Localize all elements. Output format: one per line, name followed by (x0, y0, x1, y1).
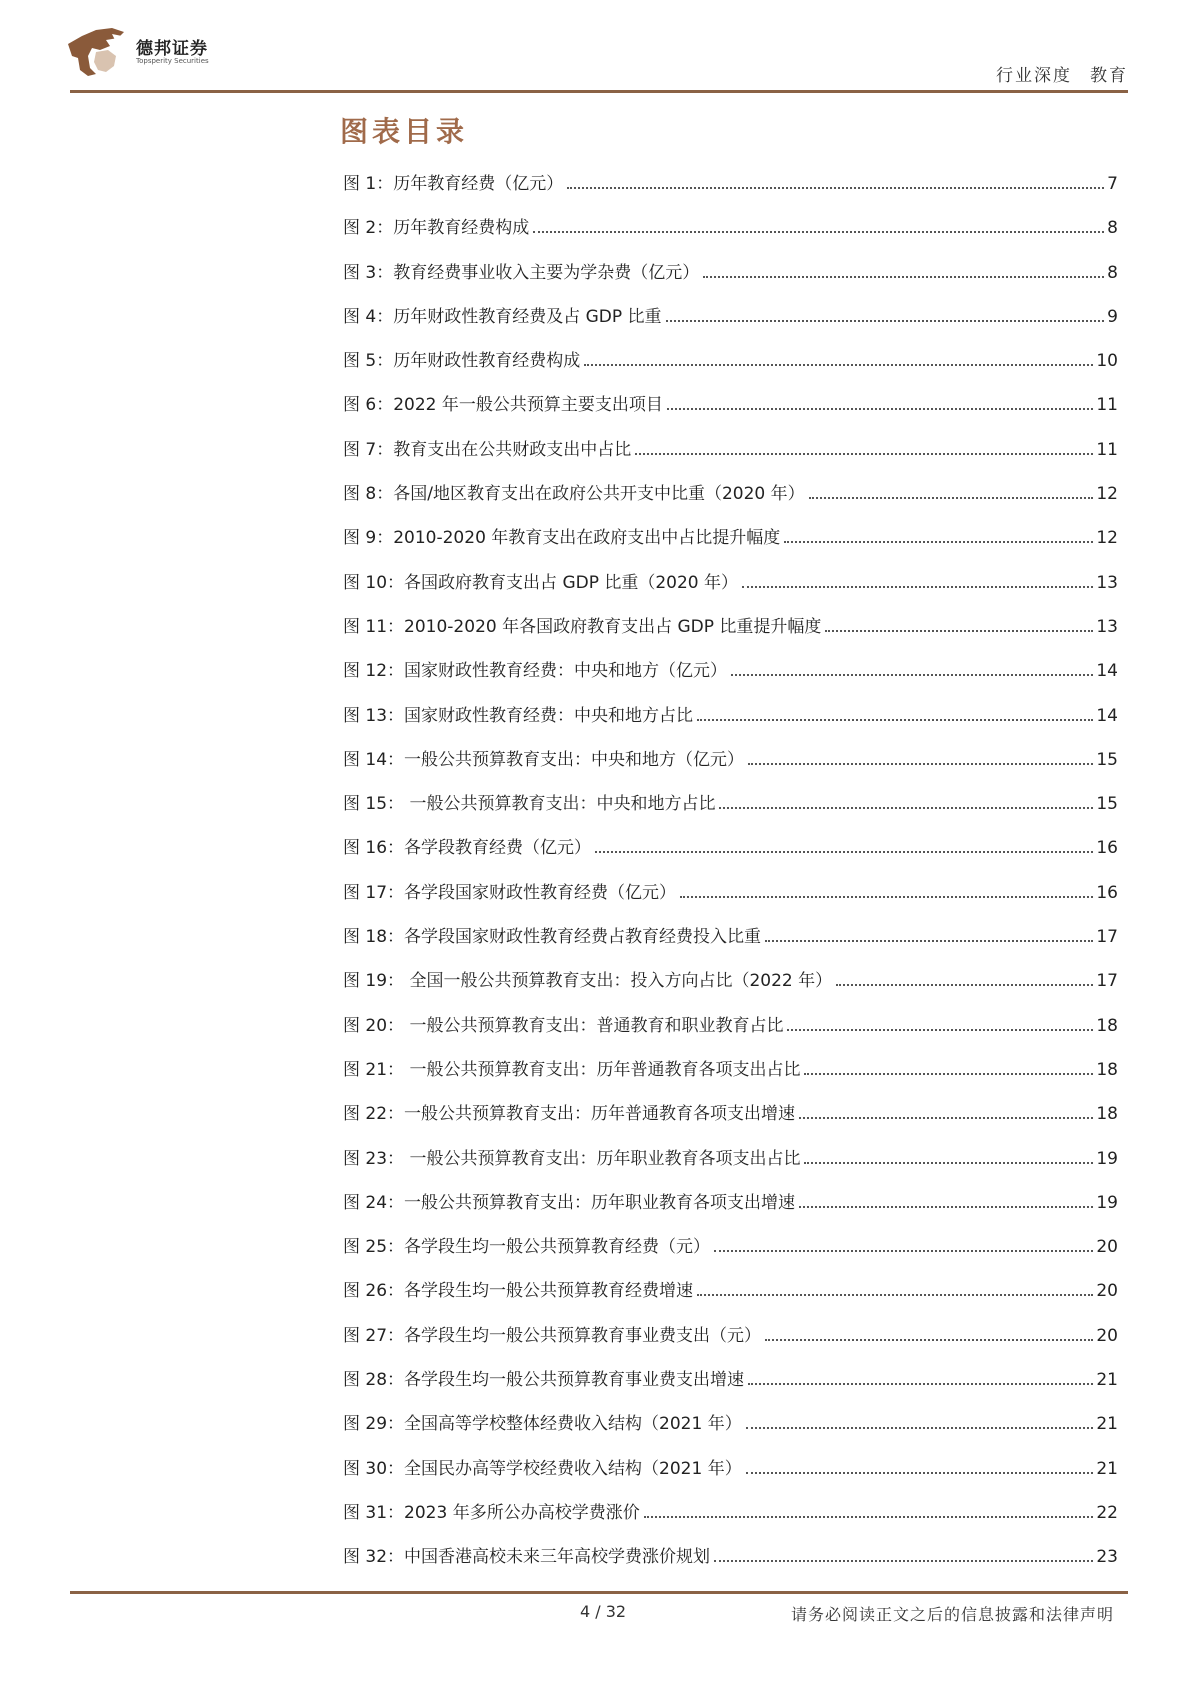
toc-entry-page: 16 (1096, 838, 1118, 859)
toc-dot-leader (714, 1560, 1093, 1562)
toc-entry-label: 图 1：历年教育经费（亿元） (343, 174, 564, 194)
toc-entry-page: 17 (1096, 971, 1118, 992)
toc-entry-page: 21 (1096, 1370, 1118, 1391)
toc-entry-page: 15 (1096, 794, 1118, 815)
toc-entry[interactable] (343, 346, 1118, 390)
toc-entry[interactable] (343, 523, 1118, 567)
toc-entry[interactable] (343, 169, 1118, 213)
toc-dot-leader (697, 719, 1093, 721)
toc-dot-leader (748, 763, 1093, 765)
toc-entry-page: 11 (1096, 395, 1118, 416)
toc-entry-label: 图 13：国家财政性教育经费：中央和地方占比 (343, 705, 694, 726)
toc-entry-label: 图 29：全国高等学校整体经费收入结构（2021 年） (343, 1414, 742, 1435)
toc-dot-leader (667, 408, 1093, 410)
toc-dot-leader (784, 541, 1093, 543)
header-category (996, 61, 1128, 86)
toc-entry[interactable] (343, 922, 1118, 966)
toc-entry-page: 13 (1096, 616, 1118, 637)
toc-dot-leader (644, 1516, 1094, 1518)
toc-entry[interactable] (343, 1099, 1118, 1143)
toc-entry[interactable] (343, 1498, 1118, 1542)
toc-dot-leader (584, 364, 1093, 366)
toc-entry-page: 18 (1096, 1015, 1118, 1036)
toc-entry[interactable] (343, 1144, 1118, 1188)
toc-entry-page: 9 (1107, 306, 1118, 327)
toc-entry-label: 图 15： 一般公共预算教育支出：中央和地方占比 (343, 794, 716, 815)
toc-entry-label: 图 9：2010-2020 年教育支出在政府支出中占比提升幅度 (343, 528, 781, 549)
toc-entry-label: 图 24：一般公共预算教育支出：历年职业教育各项支出增速 (343, 1192, 796, 1213)
toc-entry[interactable] (343, 1055, 1118, 1099)
header-divider (70, 90, 1128, 93)
footer-divider (70, 1591, 1128, 1594)
toc-dot-leader (533, 231, 1104, 233)
toc-entry-label: 图 28：各学段生均一般公共预算教育事业费支出增速 (343, 1370, 745, 1391)
toc-dot-leader (836, 984, 1093, 986)
toc-entry-label: 图 14：一般公共预算教育支出：中央和地方（亿元） (343, 749, 745, 770)
toc-entry[interactable] (343, 1542, 1118, 1586)
toc-entry[interactable] (343, 656, 1118, 700)
toc-entry[interactable] (343, 612, 1118, 656)
toc-entry-page: 21 (1096, 1458, 1118, 1479)
toc-entry-label: 图 16：各学段教育经费（亿元） (343, 838, 592, 859)
footer-disclaimer: 请务必阅读正文之后的信息披露和法律声明 (790, 1605, 1114, 1624)
toc-entry[interactable] (343, 1454, 1118, 1498)
toc-entry[interactable] (343, 1011, 1118, 1055)
toc-entry[interactable] (343, 1276, 1118, 1320)
toc-entry-page: 17 (1096, 927, 1118, 948)
toc-entry-label: 图 7：教育支出在公共财政支出中占比 (343, 439, 632, 460)
toc-entry-label: 图 22：一般公共预算教育支出：历年普通教育各项支出增速 (343, 1104, 796, 1125)
toc-entry[interactable] (343, 1365, 1118, 1409)
company-logo (66, 26, 226, 82)
toc-dot-leader (666, 320, 1105, 322)
toc-dot-leader (748, 1383, 1093, 1385)
toc-entry-page: 14 (1096, 705, 1118, 726)
toc-entry-page: 14 (1096, 661, 1118, 682)
toc-dot-leader (809, 497, 1094, 499)
toc-entry-page: 12 (1096, 484, 1118, 505)
toc-entry-label: 图 20： 一般公共预算教育支出：普通教育和职业教育占比 (343, 1015, 784, 1036)
toc-title: 图表目录 (340, 115, 469, 148)
brand-name-en: Topsperity Securities (136, 57, 209, 65)
toc-entry-label: 图 3：教育经费事业收入主要为学杂费（亿元） (343, 262, 700, 283)
toc-entry[interactable] (343, 1409, 1118, 1453)
toc-dot-leader (804, 1162, 1093, 1164)
toc-entry[interactable] (343, 302, 1118, 346)
toc-entry[interactable] (343, 479, 1118, 523)
toc-entry-label: 图 5：历年财政性教育经费构成 (343, 351, 581, 372)
toc-entry-page: 20 (1096, 1237, 1118, 1258)
toc-entry-page: 22 (1096, 1502, 1118, 1523)
toc-entry-label: 图 18：各学段国家财政性教育经费占教育经费投入比重 (343, 927, 762, 948)
toc-entry-label: 图 31：2023 年多所公办高校学费涨价 (343, 1502, 640, 1523)
toc-entry[interactable] (343, 390, 1118, 434)
toc-dot-leader (635, 453, 1093, 455)
toc-entry-label: 图 4：历年财政性教育经费及占 GDP 比重 (343, 306, 662, 327)
toc-dot-leader (742, 586, 1093, 588)
toc-entry[interactable] (343, 1321, 1118, 1365)
toc-entry-page: 19 (1096, 1192, 1118, 1213)
industry-label: 教育 (1090, 66, 1128, 86)
toc-dot-leader (746, 1427, 1094, 1429)
toc-entry[interactable] (343, 745, 1118, 789)
toc-entry-page: 15 (1096, 749, 1118, 770)
toc-dot-leader (697, 1294, 1093, 1296)
toc-entry-label: 图 8：各国/地区教育支出在政府公共开支中比重（2020 年） (343, 484, 805, 505)
toc-dot-leader (719, 807, 1093, 809)
toc-entry-label: 图 30：全国民办高等学校经费收入结构（2021 年） (343, 1458, 742, 1479)
toc-dot-leader (799, 1206, 1093, 1208)
toc-entry-label: 图 25：各学段生均一般公共预算教育经费（元） (343, 1237, 711, 1258)
toc-entry-page: 19 (1096, 1148, 1118, 1169)
toc-dot-leader (595, 851, 1093, 853)
toc-entry-label: 图 10：各国政府教育支出占 GDP 比重（2020 年） (343, 572, 739, 593)
toc-dot-leader (746, 1472, 1094, 1474)
toc-entry-label: 图 27：各学段生均一般公共预算教育事业费支出（元） (343, 1325, 762, 1346)
toc-entry-page: 12 (1096, 528, 1118, 549)
toc-entry-page: 20 (1096, 1281, 1118, 1302)
toc-entry-label: 图 12：国家财政性教育经费：中央和地方（亿元） (343, 661, 728, 682)
toc-entry[interactable] (343, 568, 1118, 612)
toc-dot-leader (714, 1250, 1093, 1252)
toc-entry-label: 图 21： 一般公共预算教育支出：历年普通教育各项支出占比 (343, 1059, 801, 1080)
toc-list (343, 169, 1118, 1587)
toc-entry-page: 13 (1096, 572, 1118, 593)
toc-entry[interactable] (343, 878, 1118, 922)
toc-entry-page: 7 (1107, 174, 1118, 194)
toc-dot-leader (787, 1029, 1093, 1031)
toc-entry-page: 16 (1096, 882, 1118, 903)
toc-entry-page: 23 (1096, 1547, 1118, 1568)
toc-dot-leader (731, 674, 1093, 676)
toc-entry-page: 10 (1096, 351, 1118, 372)
toc-entry-label: 图 23： 一般公共预算教育支出：历年职业教育各项支出占比 (343, 1148, 801, 1169)
toc-dot-leader (765, 940, 1093, 942)
toc-dot-leader (804, 1073, 1093, 1075)
report-type: 行业深度 (996, 66, 1072, 86)
toc-entry-label: 图 19： 全国一般公共预算教育支出：投入方向占比（2022 年） (343, 971, 833, 992)
toc-entry-page: 11 (1096, 439, 1118, 460)
toc-dot-leader (825, 630, 1093, 632)
toc-dot-leader (799, 1117, 1093, 1119)
toc-dot-leader (765, 1339, 1093, 1341)
page-number: 4 / 32 (580, 1602, 627, 1621)
toc-entry[interactable] (343, 213, 1118, 257)
toc-entry-page: 20 (1096, 1325, 1118, 1346)
toc-entry[interactable] (343, 833, 1118, 877)
toc-entry[interactable] (343, 258, 1118, 302)
toc-entry-label: 图 2：历年教育经费构成 (343, 218, 530, 239)
toc-entry-page: 18 (1096, 1059, 1118, 1080)
toc-dot-leader (567, 187, 1104, 189)
toc-dot-leader (680, 896, 1093, 898)
toc-entry-label: 图 17：各学段国家财政性教育经费（亿元） (343, 882, 677, 903)
toc-entry[interactable] (343, 789, 1118, 833)
toc-entry[interactable] (343, 1232, 1118, 1276)
toc-entry-page: 8 (1107, 218, 1118, 239)
toc-entry-page: 18 (1096, 1104, 1118, 1125)
toc-entry[interactable] (343, 435, 1118, 479)
toc-entry-label: 图 26：各学段生均一般公共预算教育经费增速 (343, 1281, 694, 1302)
tiger-logo-icon (66, 26, 132, 82)
toc-dot-leader (703, 276, 1104, 278)
toc-entry[interactable] (343, 966, 1118, 1010)
toc-entry-page: 21 (1096, 1414, 1118, 1435)
toc-entry-label: 图 32：中国香港高校未来三年高校学费涨价规划 (343, 1547, 711, 1568)
toc-entry[interactable] (343, 1188, 1118, 1232)
brand-name-cn: 德邦证券 (136, 39, 208, 59)
toc-entry-label: 图 11：2010-2020 年各国政府教育支出占 GDP 比重提升幅度 (343, 616, 822, 637)
toc-entry[interactable] (343, 701, 1118, 745)
toc-entry-label: 图 6：2022 年一般公共预算主要支出项目 (343, 395, 663, 416)
toc-entry-page: 8 (1107, 262, 1118, 283)
